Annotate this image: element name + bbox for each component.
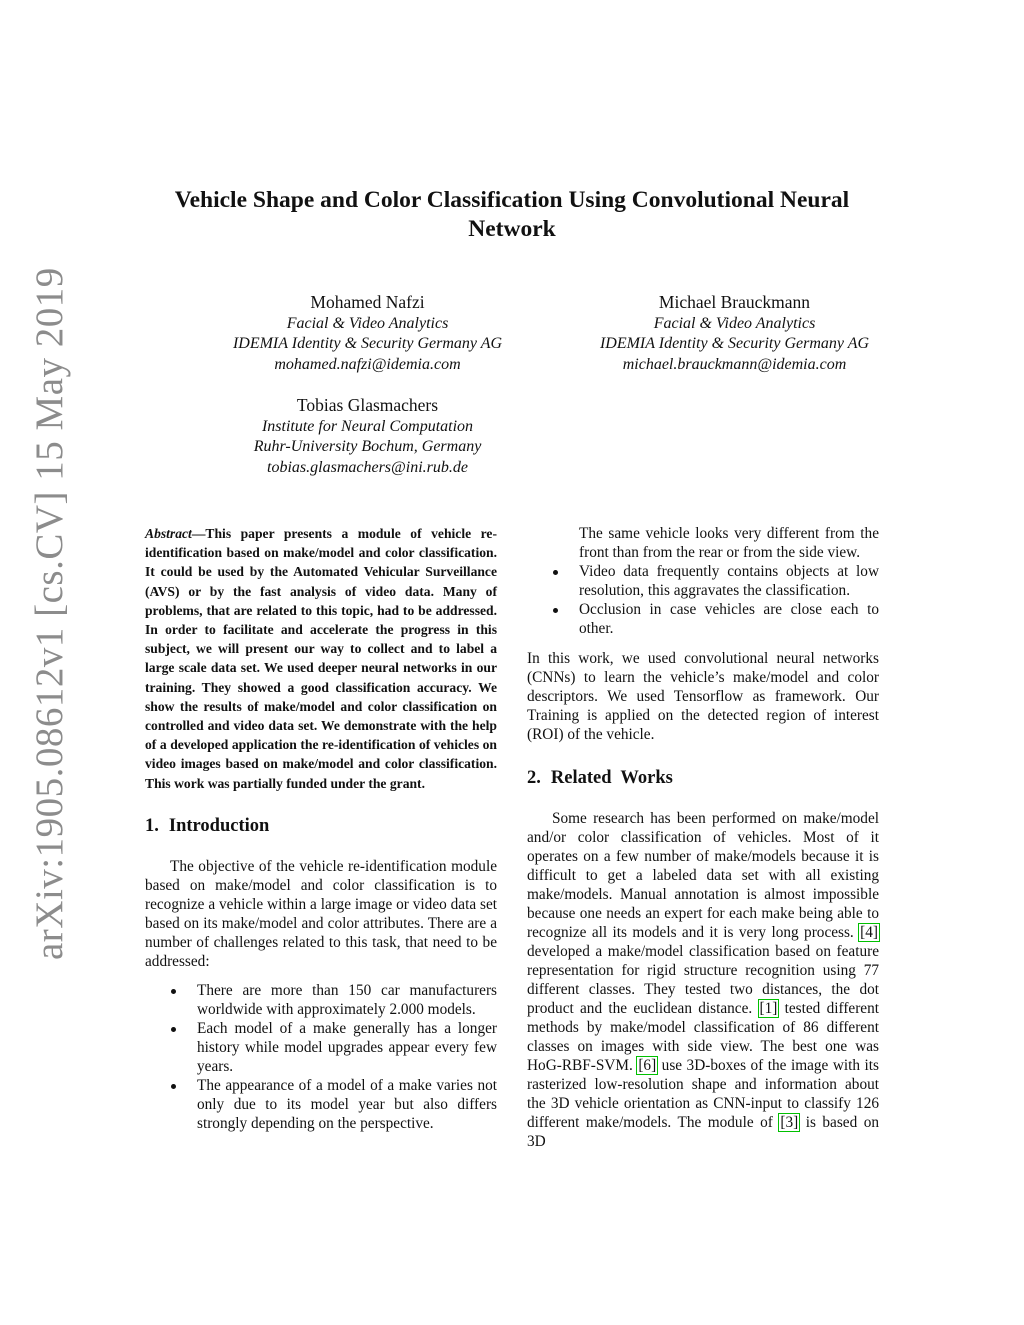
right-column bbox=[527, 524, 879, 1151]
author-email: tobias.glasmachers@ini.rub.de bbox=[267, 458, 468, 476]
bullet-dot bbox=[171, 1084, 176, 1089]
list-item bbox=[145, 1076, 497, 1133]
paper-title: Vehicle Shape and Color Classification Using Convolutional Neural Network bbox=[174, 187, 850, 242]
bullet-dot bbox=[171, 1027, 176, 1032]
author-dept: Facial & Video Analytics bbox=[286, 314, 449, 332]
abstract-text: —This paper presents a module of vehicle re-identification based on make/model and color classification. It could be used by the Automated Vehicular Surveillance (AVS) or by the fast analysis of video data. Many of problems, that are related to this topic, had to be addressed. In order to facilitate and accelerate the progress in this subject, we will present our way to collect and to label a large scale data set. We used deeper neural networks in our training. They showed a good classification accuracy. We show the results of make/model and color classification on controlled and video data set. We demonstrate with the help of a developed application the re-identification of vehicles on video images based on make/model and color classification. This work was partially funded under the grant. bbox=[145, 526, 497, 791]
author-block-1 bbox=[195, 292, 540, 375]
arxiv-stamp-text: arXiv:1905.08612v1 [cs.CV] 15 May 2019 bbox=[28, 267, 71, 960]
abstract-label: Abstract bbox=[145, 526, 192, 541]
list-item-text: Each model of a make generally has a longer history while model upgrades appear every few years. bbox=[197, 1019, 497, 1075]
citation-link[interactable]: [4] bbox=[860, 924, 878, 941]
section-title: Introduction bbox=[168, 815, 270, 836]
author-block-2 bbox=[562, 292, 907, 375]
list-item-text: There are more than 150 car manufacturers worldwide with approximately 2.000 models. bbox=[197, 981, 497, 1018]
left-column bbox=[145, 524, 497, 1133]
list-item bbox=[145, 1019, 497, 1076]
abstract bbox=[145, 524, 497, 793]
related-works-paragraph bbox=[527, 809, 879, 1151]
list-item-text: Video data frequently contains objects at low resolution, this aggravates the classification. bbox=[579, 563, 879, 599]
list-item-text: The appearance of a model of a make varies not only due to its model year but also differs strongly depending on the perspective. bbox=[197, 1076, 497, 1132]
bullet-continuation: The same vehicle looks very different from the front than from the rear or from the side view. bbox=[579, 525, 879, 561]
list-item bbox=[145, 981, 497, 1019]
citation-link[interactable]: [3] bbox=[780, 1114, 799, 1131]
list-item-text: Occlusion in case vehicles are close each to other. bbox=[579, 601, 879, 637]
author-block-3 bbox=[195, 395, 540, 478]
author-name: Tobias Glasmachers bbox=[296, 395, 439, 415]
related-text: Some research has been performed on make/model and/or color classification of vehicles. Most of it operates on a few number of make/models because it is difficult to get a labeled data set with all existing make/models. Manual annotation is almost impossible because one needs an expert for each make being able to recognize all its models and it is very long process. bbox=[527, 810, 879, 941]
intro-bullet-list bbox=[145, 981, 497, 1133]
citation-link[interactable]: [6] bbox=[638, 1057, 657, 1074]
author-org: IDEMIA Identity & Security Germany AG bbox=[599, 335, 870, 352]
author-name: Mohamed Nafzi bbox=[310, 292, 425, 312]
right-bullet-list bbox=[527, 562, 879, 638]
section-number: 1. bbox=[145, 815, 159, 836]
list-item bbox=[527, 600, 879, 638]
section-heading-introduction bbox=[145, 815, 497, 837]
section-heading-related-works bbox=[527, 767, 879, 789]
intro-paragraph: The objective of the vehicle re-identification module based on make/model and color classification is to recognize a vehicle within a large image or video data set based on its make/model and color attributes. There are a number of challenges related to this task, that need to be addressed: bbox=[145, 857, 497, 970]
related-text: use 3D-boxes of the image with its rasterized low-resolution shape and information about the 3D vehicle orientation as CNN-input to classify 126 different make/models. The module of bbox=[527, 1057, 879, 1131]
bullet-dot bbox=[171, 989, 176, 994]
author-name: Michael Brauckmann bbox=[658, 292, 811, 312]
author-email: mohamed.nafzi@idemia.com bbox=[274, 355, 461, 373]
related-text: developed a make/model classification based on feature representation for rigid structure recognition using 77 different classes. They tested two distances, the dot product and the euclidean distance. bbox=[527, 943, 879, 1017]
author-org: Ruhr-University Bochum, Germany bbox=[253, 438, 482, 455]
author-email: michael.brauckmann@idemia.com bbox=[622, 355, 847, 373]
bullet-dot bbox=[553, 570, 558, 575]
section-title: Related Works bbox=[550, 768, 673, 788]
author-dept: Facial & Video Analytics bbox=[653, 314, 816, 332]
author-dept: Institute for Neural Computation bbox=[261, 417, 474, 435]
author-org: IDEMIA Identity & Security Germany AG bbox=[232, 335, 503, 352]
intro-paragraph-2: In this work, we used convolutional neural networks (CNNs) to learn the vehicle’s make/model and color descriptors. We used Tensorflow as framework. Our Training is applied on the detected region of interest (ROI) of the vehicle. bbox=[527, 650, 879, 743]
list-item bbox=[527, 562, 879, 600]
related-text: is based on 3D bbox=[527, 1114, 880, 1150]
related-text: tested different methods by make/model classification of 86 different classes on images with side view. The best one was HoG-RBF-SVM. bbox=[527, 1000, 879, 1074]
section-number: 2. bbox=[527, 768, 541, 788]
citation-link[interactable]: [1] bbox=[759, 1000, 778, 1017]
bullet-dot bbox=[553, 608, 558, 613]
